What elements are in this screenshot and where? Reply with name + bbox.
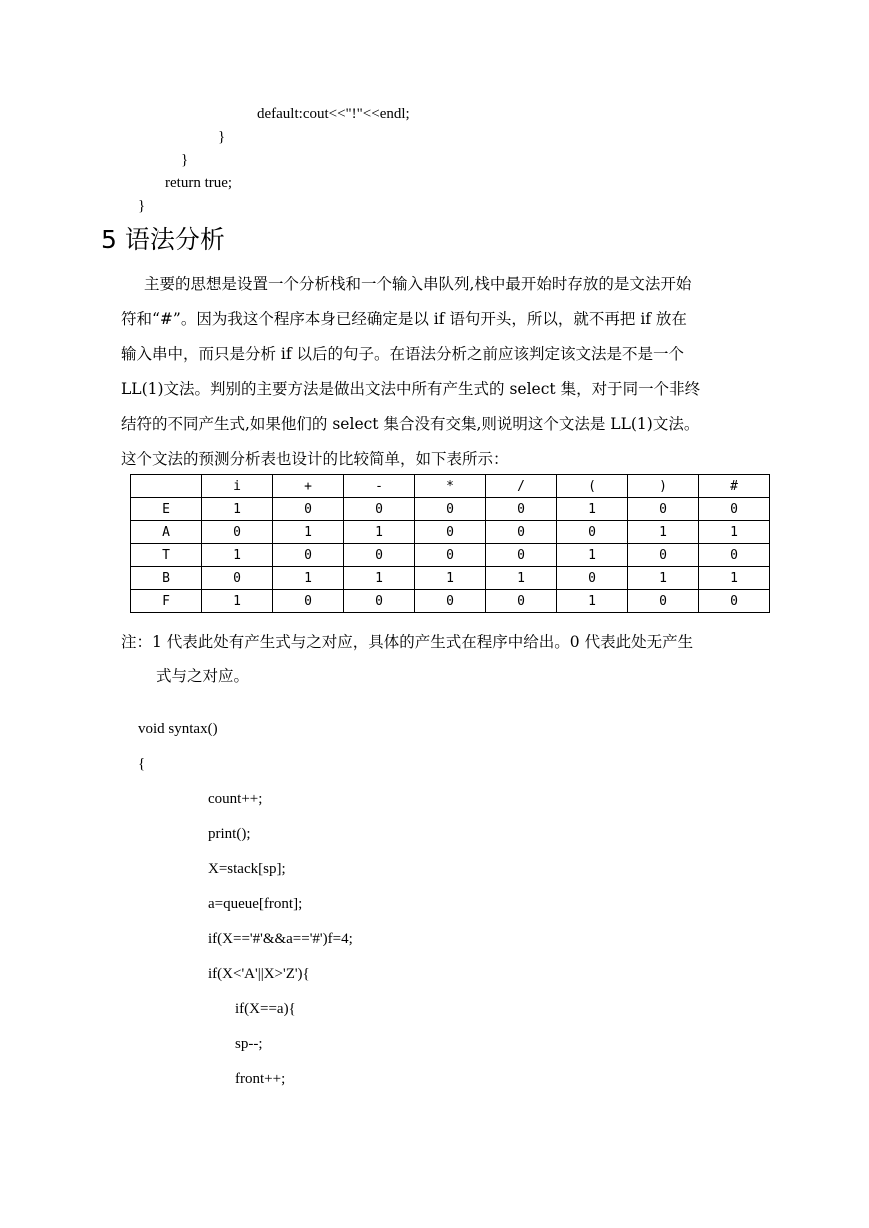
table-row xyxy=(131,590,770,613)
code-line: count++; xyxy=(208,791,263,807)
code-line: { xyxy=(138,756,146,772)
table-header-cell: # xyxy=(699,475,770,498)
table-header-cell: ( xyxy=(557,475,628,498)
table-cell: 0 xyxy=(202,567,273,590)
table-cell: 1 xyxy=(557,498,628,521)
table-header-row xyxy=(131,475,770,498)
prediction-table xyxy=(130,474,770,613)
code-line: X=stack[sp]; xyxy=(208,861,286,877)
table-cell: 0 xyxy=(628,544,699,567)
code-line: } xyxy=(218,129,226,145)
code-line: default:cout<<"!"<<endl; xyxy=(257,106,410,122)
table-cell: E xyxy=(131,498,202,521)
table-header-cell: i xyxy=(202,475,273,498)
code-line: } xyxy=(181,152,189,168)
table-cell: 1 xyxy=(557,590,628,613)
paragraph-line: 符和“#”。因为我这个程序本身已经确定是以 if 语句开头，所以，就不再把 if 放在 xyxy=(121,310,687,328)
table-cell: 0 xyxy=(415,590,486,613)
table-header-cell: ) xyxy=(628,475,699,498)
table-cell: 0 xyxy=(557,567,628,590)
table-row xyxy=(131,567,770,590)
table-cell: 0 xyxy=(273,544,344,567)
paragraph-line: LL(1)文法。判别的主要方法是做出文法中所有产生式的 select 集，对于同一个非终 xyxy=(121,380,701,398)
table-cell: 1 xyxy=(486,567,557,590)
table-header-cell: - xyxy=(344,475,415,498)
code-line: print(); xyxy=(208,826,251,842)
code-line: } xyxy=(138,198,146,214)
table-cell: T xyxy=(131,544,202,567)
table-cell: 0 xyxy=(344,498,415,521)
table-cell: 1 xyxy=(202,498,273,521)
table-cell: 0 xyxy=(415,498,486,521)
table-cell: 0 xyxy=(415,544,486,567)
table-cell: A xyxy=(131,521,202,544)
table-row xyxy=(131,521,770,544)
code-line: front++; xyxy=(235,1071,286,1087)
code-line: sp--; xyxy=(235,1036,263,1052)
code-line: if(X=='#'&&a=='#')f=4; xyxy=(208,931,353,947)
paragraph-line: 输入串中，而只是分析 if 以后的句子。在语法分析之前应该判定该文法是不是一个 xyxy=(121,345,685,363)
table-row xyxy=(131,544,770,567)
table-cell: 0 xyxy=(628,498,699,521)
paragraph-line: 结符的不同产生式,如果他们的 select 集合没有交集,则说明这个文法是 LL(1)文法。 xyxy=(121,415,700,433)
table-cell: 1 xyxy=(557,544,628,567)
table-cell: 1 xyxy=(628,567,699,590)
table-cell: 1 xyxy=(273,567,344,590)
table-cell: 0 xyxy=(486,590,557,613)
table-cell: 0 xyxy=(628,590,699,613)
table-row xyxy=(131,498,770,521)
table-cell: 0 xyxy=(415,521,486,544)
table-cell: 1 xyxy=(699,521,770,544)
table-cell: 0 xyxy=(699,498,770,521)
table-header-cell: * xyxy=(415,475,486,498)
table-note xyxy=(121,625,771,693)
table-cell: 0 xyxy=(273,498,344,521)
table-cell: F xyxy=(131,590,202,613)
table-header-cell: + xyxy=(273,475,344,498)
table-cell: 0 xyxy=(486,498,557,521)
table-cell: 0 xyxy=(486,544,557,567)
table-cell: 0 xyxy=(273,590,344,613)
code-line: void syntax() xyxy=(138,721,218,737)
table-cell: 1 xyxy=(628,521,699,544)
note-line: 注：1 代表此处有产生式与之对应，具体的产生式在程序中给出。0 代表此处无产生 xyxy=(121,633,694,651)
table-cell: 1 xyxy=(273,521,344,544)
code-line: if(X<'A'||X>'Z'){ xyxy=(208,966,310,982)
table-cell: 1 xyxy=(344,521,415,544)
code-line: if(X==a){ xyxy=(235,1001,296,1017)
table-cell: B xyxy=(131,567,202,590)
section-heading: 5 语法分析 xyxy=(101,225,225,254)
note-line: 式与之对应。 xyxy=(156,667,250,685)
table-cell: 0 xyxy=(557,521,628,544)
table-cell: 0 xyxy=(699,544,770,567)
table-cell: 1 xyxy=(202,590,273,613)
paragraph-line: 主要的思想是设置一个分析栈和一个输入串队列,栈中最开始时存放的是文法开始 xyxy=(144,275,692,293)
table-header-cell: / xyxy=(486,475,557,498)
table-cell: 1 xyxy=(415,567,486,590)
table-cell: 0 xyxy=(202,521,273,544)
code-line: return true; xyxy=(165,175,233,191)
table-cell: 0 xyxy=(344,590,415,613)
paragraph-line: 这个文法的预测分析表也设计的比较简单，如下表所示： xyxy=(121,450,509,468)
table-cell: 0 xyxy=(344,544,415,567)
table-cell: 1 xyxy=(699,567,770,590)
table-cell: 0 xyxy=(699,590,770,613)
table-cell: 1 xyxy=(344,567,415,590)
table-header-cell xyxy=(131,475,202,498)
table-cell: 0 xyxy=(486,521,557,544)
table-cell: 1 xyxy=(202,544,273,567)
code-line: a=queue[front]; xyxy=(208,896,303,912)
